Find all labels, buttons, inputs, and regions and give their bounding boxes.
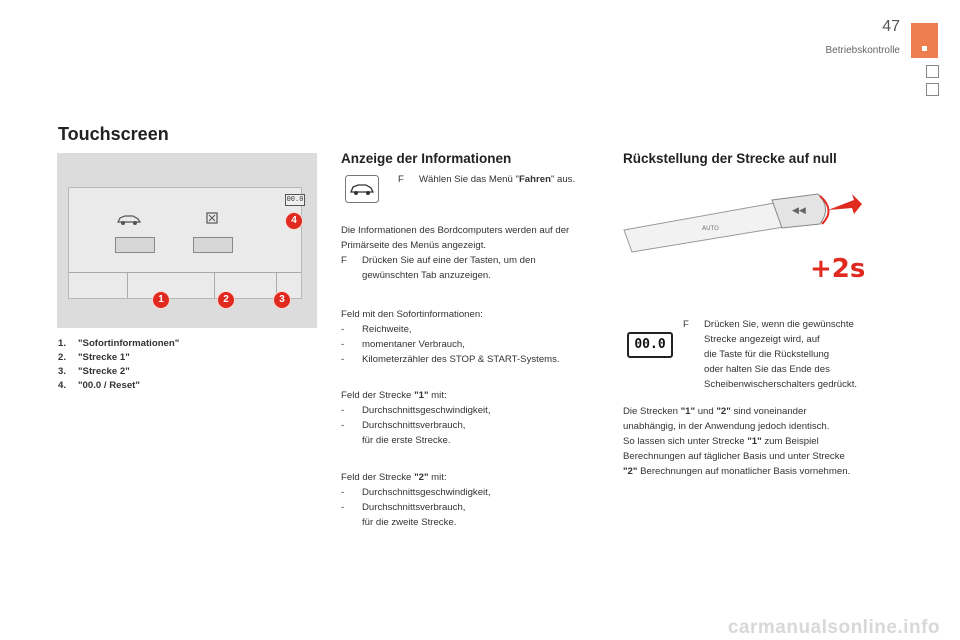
callout-3: 3 [273,291,291,309]
legend-item: 1. "Sofortinformationen" [58,338,180,349]
legend-item: 3. "Strecke 2" [58,366,130,377]
callout-4: 4 [285,212,303,230]
callout-2: 2 [217,291,235,309]
chapter-tab[interactable] [926,83,939,96]
page-title: Touchscreen [58,124,169,144]
tab-marker-icon [922,46,927,51]
svg-text:AUTO: AUTO [702,225,719,232]
reset-button[interactable]: 00.0 [286,196,304,204]
legend-list [58,337,179,393]
car-icon [116,212,142,226]
hold-2s-label: +2s [810,254,866,284]
page-number: 47 [882,18,900,35]
block-trip-2: Feld der Strecke "2" mit: - Durchschnittsgeschwindigkeit, - Durchschnittsverbrauch, für die zweite Strecke. [341,472,491,528]
wiper-stalk-illustration [622,188,862,258]
info-button-right[interactable] [193,237,233,253]
trip-independence-paragraph: Die Strecken "1" und "2" sind voneinander unabhängig, in der Anwendung jedoch identisch. So lassen sich unter Strecke "1" zum Beispiel Berechnungen auf täglicher Basis und unter Strecke "2" Berechnungen auf monatlicher Basis vornehmen. [623,406,851,477]
watermark: carmanualsonline.info [727,617,940,638]
intro-paragraph: Die Informationen des Bordcomputers werden auf der Primärseite des Menüs angezeigt. F Drücken Sie auf eine der Tasten, um den gewünschten Tab anzuzeigen. [341,225,570,281]
legend-item: 2. "Strecke 1" [58,352,130,363]
heading-reset-trip: Rückstellung der Strecke auf null [623,151,837,166]
step-reset: F Drücken Sie, wenn die gewünschte Strecke angezeigt wird, auf die Taste für die Rückstellung oder halten Sie das Ende des Scheibenwischerschalters gedrückt. [683,319,858,390]
chapter-tab-active[interactable] [911,23,938,58]
car-menu-icon [345,175,379,203]
heading-display-info: Anzeige der Informationen [341,151,512,166]
info-button-left[interactable] [115,237,155,253]
step-select-menu: F Wählen Sie das Menü "Fahren" aus. [398,174,576,185]
reset-button-icon: 00.0 [627,332,673,358]
svg-text:◀◀: ◀◀ [792,206,806,216]
legend-item: 4. "00.0 / Reset" [58,380,140,391]
touchscreen-display [68,187,302,299]
callout-1: 1 [152,291,170,309]
block-trip-1: Feld der Strecke "1" mit: - Durchschnittsgeschwindigkeit, - Durchschnittsverbrauch, für die erste Strecke. [341,390,491,446]
block-instant-info: Feld mit den Sofortinformationen: - Reichweite, - momentaner Verbrauch, - Kilometerzähler des STOP & START-Systems. [341,309,560,365]
fuel-icon [206,212,218,224]
section-label: Betriebskontrolle [825,45,900,56]
chapter-tab[interactable] [926,65,939,78]
